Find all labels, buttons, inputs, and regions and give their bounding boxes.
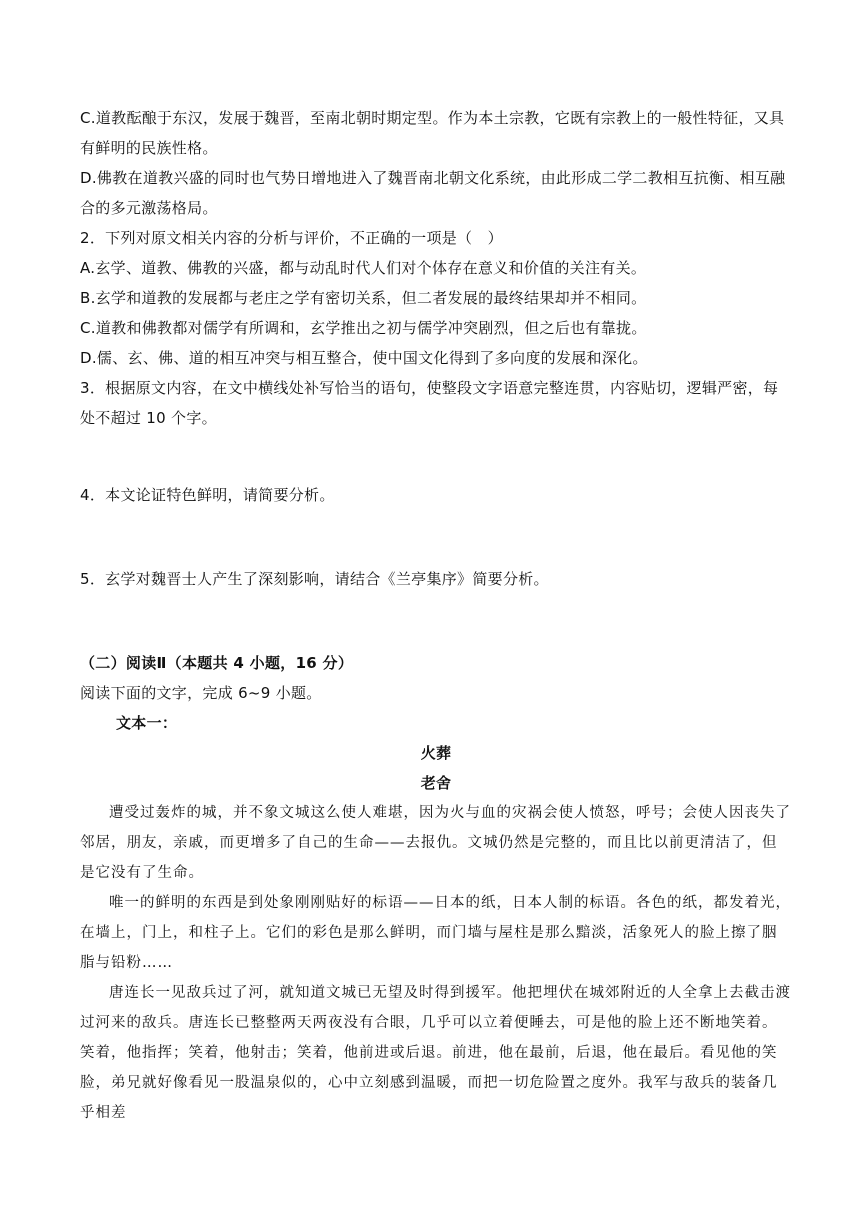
section2 [80, 648, 792, 1128]
article-paragraph: 唐连长一见敌兵过了河，就知道文城已无望及时得到援军。他把埋伏在城郊附近的人全拿上去截击渡过河来的敌兵。唐连长已整整两天两夜没有合眼，几乎可以立着便睡去，可是他的脸上还不断地笑着。笑着，他指挥；笑着，他射击；笑着，他前进或后退。前进，他在最前，后退，他在最后。看见他的笑脸，弟兄就好像看见一股温泉似的，心中立刻感到温暖，而把一切危险置之度外。我军与敌兵的装备几乎相差 [80, 985, 791, 1121]
article-paragraph: 唯一的鲜明的东西是到处象刚刚贴好的标语——日本的纸，日本人制的标语。各色的纸，都发着光，在墙上，门上，和柱子上。它们的彩色是那么鲜明，而门墙与屋柱是那么黯淡，活象死人的脸上擦了胭脂与铅粉…… [80, 895, 791, 971]
article-author: 老舍 [420, 774, 452, 792]
section2-instruction: 阅读下面的文字，完成 6~9 小题。 [80, 684, 322, 702]
q4-question: 4．本文论证特色鲜明，请简要分析。 [80, 486, 335, 504]
article-title: 火葬 [420, 744, 452, 762]
q1-options [80, 103, 792, 433]
q5-block [80, 564, 792, 594]
q2-option-c: C.道教和佛教都对儒学有所调和，玄学推出之初与儒学冲突剧烈，但之后也有靠拢。 [80, 319, 647, 337]
q2-option-a: A.玄学、道教、佛教的兴盛，都与动乱时代人们对个体存在意义和价值的关注有关。 [80, 259, 647, 277]
q5-question: 5．玄学对魏晋士人产生了深刻影响，请结合《兰亭集序》简要分析。 [80, 570, 549, 588]
q1-option-c: C.道教酝酿于东汉，发展于魏晋，至南北朝时期定型。作为本土宗教，它既有宗教上的一般性特征，又具有鲜明的民族性格。 [80, 109, 785, 157]
q4-block [80, 480, 792, 510]
q2-option-b: B.玄学和道教的发展都与老庄之学有密切关系，但二者发展的最终结果却并不相同。 [80, 289, 647, 307]
q3-question: 3．根据原文内容，在文中横线处补写恰当的语句，使整段文字语意完整连贯，内容贴切，逻辑严密，每处不超过 10 个字。 [80, 379, 779, 427]
q2-stem: 2．下列对原文相关内容的分析与评价，不正确的一项是（ ） [80, 229, 503, 247]
text-one-label: 文本一： [116, 714, 178, 732]
section2-heading: （二）阅读Ⅱ（本题共 4 小题，16 分） [80, 654, 354, 672]
q1-option-d: D.佛教在道教兴盛的同时也气势日增地进入了魏晋南北朝文化系统，由此形成二学二教相互抗衡、相互融合的多元激荡格局。 [80, 169, 786, 217]
q2-option-d: D.儒、玄、佛、道的相互冲突与相互整合，使中国文化得到了多向度的发展和深化。 [80, 349, 648, 367]
article-paragraph: 遭受过轰炸的城，并不象文城这么使人难堪，因为火与血的灾祸会使人愤怒，呼号；会使人因丧失了邻居，朋友，亲戚，而更增多了自己的生命——去报仇。文城仍然是完整的，而且比以前更清洁了，但是它没有了生命。 [80, 805, 791, 881]
